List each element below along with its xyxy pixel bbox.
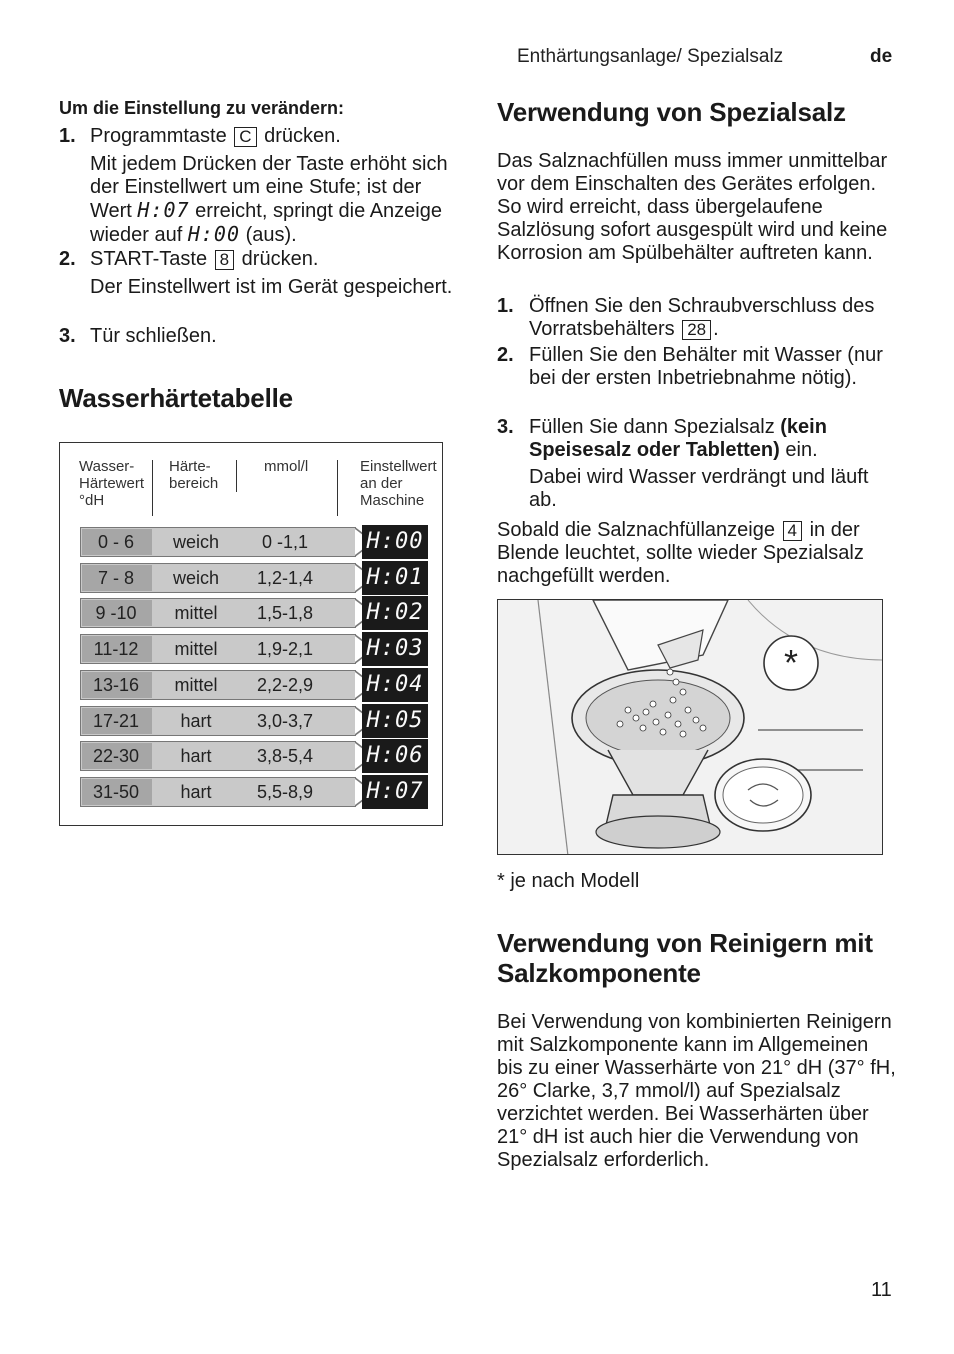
salt-step-3-bold: (kein Speisesalz oder Tabletten) <box>529 416 827 461</box>
salt-step-2-number: 2. <box>497 344 514 366</box>
lcd-setting-display: H:05 <box>362 704 428 738</box>
cell-mmol: 1,5-1,8 <box>256 603 314 624</box>
cell-hardness-dh: 22-30 <box>92 746 140 767</box>
start-key-label: 8 <box>215 250 234 270</box>
cell-hardness-range: mittel <box>174 639 218 660</box>
lcd-setting-display: H:00 <box>362 525 428 559</box>
special-salt-intro: Das Salznachfüllen muss immer unmittelbar vor dem Einschalten des Gerätes erfolgen. So wird erreicht, dass übergelaufene Salzlösung sofort ausgespült wird und keine Korrosion am Spülbehälter auftreten kann. <box>497 150 888 264</box>
salt-step-1-end: . <box>713 318 719 340</box>
cell-hardness-dh: 17-21 <box>92 710 140 731</box>
salt-step-1 <box>497 295 897 343</box>
cell-hardness-range: hart <box>180 710 212 731</box>
salt-step-3 <box>497 416 897 464</box>
cell-hardness-dh: 0 - 6 <box>97 532 135 552</box>
salt-step-2 <box>497 344 897 414</box>
step-2-detail <box>59 276 459 324</box>
table-row <box>80 563 424 593</box>
salt-step-3-text-a: Füllen Sie dann Spezialsalz <box>529 416 775 438</box>
lcd-setting-display: H:03 <box>362 632 428 666</box>
value-h07: H:07 <box>137 198 190 222</box>
cell-hardness-dh: 7 - 8 <box>97 567 135 588</box>
lcd-setting-display: H:04 <box>362 668 428 702</box>
salt-step-3-number: 3. <box>497 416 514 438</box>
header-divider <box>236 460 237 492</box>
salt-filling-illustration <box>497 599 883 855</box>
water-hardness-table-title: Wasserhärtetabelle <box>59 383 293 413</box>
step-1-number: 1. <box>59 125 76 147</box>
step-1-text-a: Programmtaste <box>90 125 227 147</box>
value-h00: H:00 <box>187 222 241 246</box>
reservoir-ref-label: 28 <box>682 320 711 340</box>
step-2-text-b: drücken. <box>241 248 319 270</box>
lcd-setting-display: H:07 <box>362 775 428 809</box>
lcd-setting-display: H:06 <box>362 739 428 773</box>
cleaners-with-salt-title: Verwendung von Reinigern mit Salzkomponente <box>497 928 873 988</box>
program-key-label: C <box>234 127 256 147</box>
cell-hardness-range: weich <box>172 567 220 588</box>
cell-hardness-range: hart <box>180 781 212 802</box>
cell-mmol: 3,8-5,4 <box>256 746 314 767</box>
lcd-setting-display: H:01 <box>362 561 428 595</box>
cell-hardness-dh: 11-12 <box>93 639 139 660</box>
salt-step-1-number: 1. <box>497 295 514 317</box>
illustration-star-marker: * <box>783 642 799 683</box>
cell-hardness-range: mittel <box>174 603 218 624</box>
refill-text-a: Sobald die Salznachfüllanzeige <box>497 519 775 541</box>
step-3-text: Tür schließen. <box>90 325 217 347</box>
cell-hardness-dh: 31-50 <box>92 781 140 802</box>
table-row <box>80 634 424 664</box>
header-divider <box>337 460 338 516</box>
step-1-detail-c: (aus). <box>245 224 297 246</box>
cell-hardness-dh: 13-16 <box>92 674 140 695</box>
header-mmol: mmol/l <box>264 458 309 475</box>
salt-step-1-text: Öffnen Sie den Schraubverschluss des Vorratsbehälters <box>529 295 875 340</box>
cell-hardness-range: mittel <box>174 674 218 695</box>
special-salt-title: Verwendung von Spezialsalz <box>497 97 846 127</box>
salt-step-3-text-b: ein. <box>785 439 818 461</box>
step-3 <box>59 325 459 353</box>
cell-mmol: 0 -1,1 <box>261 532 309 552</box>
model-footnote: * je nach Modell <box>497 870 640 892</box>
step-1-detail-b: erreicht, springt die Anzeige wieder auf <box>90 200 442 246</box>
salt-step-3-detail-text: Dabei wird Wasser verdrängt und läuft ab. <box>529 466 869 511</box>
running-header-section: Enthärtungsanlage/ Spezialsalz <box>517 46 784 67</box>
table-row <box>80 777 424 807</box>
cell-mmol: 1,2-1,4 <box>256 567 314 588</box>
header-hardness-range: Härte- bereich <box>169 458 219 492</box>
refill-indicator-ref-label: 4 <box>783 521 802 541</box>
step-2 <box>59 248 459 276</box>
step-1-text-b: drücken. <box>264 125 341 147</box>
salt-step-2-text: Füllen Sie den Behälter mit Wasser (nur bei der ersten Inbetriebnahme nötig). <box>529 344 883 389</box>
page-number: 11 <box>871 1279 892 1301</box>
settings-subheading: Um die Einstellung zu verändern: <box>59 98 345 118</box>
table-row <box>80 527 424 557</box>
step-1-detail-a: Mit jedem Drücken der Taste erhöht sich der Einstellwert um eine Stufe; ist der Wert <box>90 153 448 222</box>
table-row <box>80 670 424 700</box>
refill-indicator-paragraph <box>497 519 897 588</box>
step-1-detail <box>59 153 459 248</box>
step-1 <box>59 125 459 153</box>
running-header-language: de <box>870 46 893 67</box>
step-2-number: 2. <box>59 248 76 270</box>
step-2-text-a: START-Taste <box>90 248 208 270</box>
step-3-number: 3. <box>59 325 76 347</box>
cell-hardness-dh: 9 -10 <box>95 603 137 624</box>
cell-mmol: 3,0-3,7 <box>256 710 314 731</box>
cell-mmol: 1,9-2,1 <box>256 639 314 660</box>
refill-text-b: in der Blende leuchtet, sollte wieder Spezialsalz nachgefüllt werden. <box>497 519 864 587</box>
table-row <box>80 598 424 628</box>
header-hardness-dh: Wasser- Härtewert °dH <box>79 458 145 509</box>
salt-funnel-drawing <box>498 600 883 855</box>
water-hardness-table <box>59 442 443 826</box>
cell-mmol: 5,5-8,9 <box>256 781 314 802</box>
table-row <box>80 741 424 771</box>
header-divider <box>152 460 153 516</box>
header-setting: Einstellwert an der Maschine <box>360 458 437 509</box>
lcd-setting-display: H:02 <box>362 596 428 630</box>
cell-hardness-range: weich <box>172 532 220 552</box>
cleaners-with-salt-paragraph: Bei Verwendung von kombinierten Reinigern mit Salzkomponente kann im Allgemeinen bis zu einer Wasserhärte von 21° dH (37° fH, 26° Clarke, 3,7 mmol/l) auf Spezialsalz verzichtet werden. Bei Wasserhärten über 21° dH ist auch hier die Verwendung von Spezialsalz erforderlich. <box>497 1011 896 1171</box>
step-2-detail-text: Der Einstellwert ist im Gerät gespeichert. <box>90 276 453 298</box>
cell-mmol: 2,2-2,9 <box>256 674 314 695</box>
salt-step-3-detail <box>497 466 897 514</box>
table-row <box>80 706 424 736</box>
cell-hardness-range: hart <box>180 746 212 767</box>
